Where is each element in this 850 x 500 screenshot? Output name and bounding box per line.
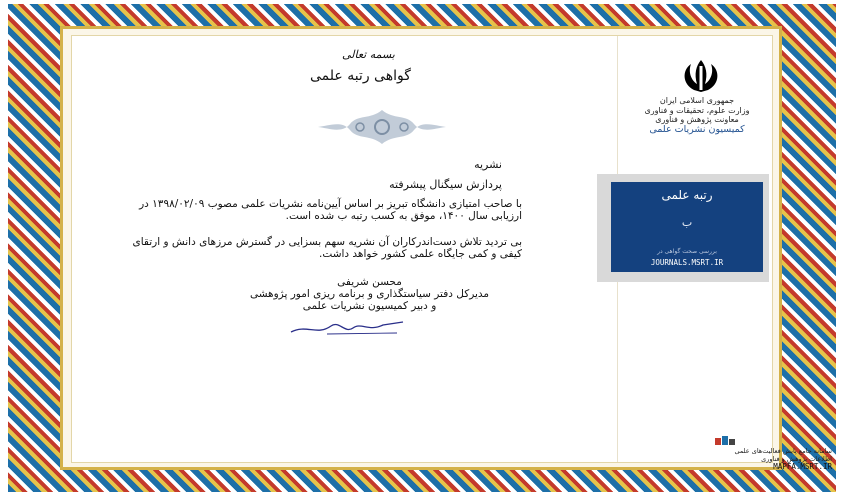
org-line-2: وزارت علوم، تحقیقات و فناوری — [644, 105, 750, 115]
journal-name: پردازش سیگنال پیشرفته — [389, 178, 502, 191]
signer-name: محسن شریفی — [337, 276, 402, 288]
org-line-1: جمهوری اسلامی ایران — [659, 96, 735, 105]
rank-grade: ب — [681, 216, 693, 229]
certificate-paragraph-1: با صاحب امتیازی دانشگاه تبریز بر اساس آیین‌نامه نشریات علمی مصوب ۱۳۹۸/۰۲/۰۹ در ارزیابی سال ۱۴۰۰، موفق به کسب رتبه ب شده است. — [139, 198, 522, 222]
mapfa-logo-icon — [714, 436, 736, 446]
mapfa-url[interactable]: MAPFA.MSRT.IR — [773, 462, 832, 471]
iran-emblem-icon — [676, 58, 726, 94]
signer-title: مدیرکل دفتر سیاستگذاری و برنامه ریزی امور پژوهشی و دبیر کمیسیون نشریات علمی — [249, 288, 490, 312]
certificate-paragraph-2: بی تردید تلاش دست‌اندرکاران آن نشریه سهم بسزایی در گسترش مرزهای دانش و ارتقای کیفی و کمی جایگاه علمی کشور خواهد داشت. — [132, 236, 522, 260]
handwritten-signature — [287, 316, 407, 340]
certificate-title: گواهی رتبه علمی — [310, 68, 411, 84]
journal-label: نشریه — [474, 158, 502, 171]
bismillah: بسمه تعالی — [342, 48, 395, 61]
decorative-ornament-icon — [312, 106, 452, 148]
mapfa-line-2: اطلاعات پژوهش و فناوری — [761, 454, 832, 463]
mapfa-footer — [672, 448, 832, 471]
verification-label: بررسی صحت گواهی در — [657, 248, 717, 255]
certificate-frame — [60, 26, 832, 471]
verification-url[interactable]: JOURNALS.MSRT.IR — [650, 258, 724, 267]
org-line-3: معاونت پژوهش و فناوری — [655, 115, 739, 124]
rank-badge-panel — [611, 182, 763, 272]
signer-block — [247, 276, 492, 312]
org-line-4: کمیسیون نشریات علمی — [649, 123, 745, 135]
organization-header — [632, 96, 762, 134]
rank-badge — [597, 174, 769, 282]
certificate-sheet — [71, 35, 832, 471]
mapfa-line-1: سامانه جامع پایش فعالیت‌های علمی — [734, 447, 832, 455]
decorative-border — [8, 4, 836, 492]
rank-badge-title: رتبه علمی — [661, 188, 713, 202]
